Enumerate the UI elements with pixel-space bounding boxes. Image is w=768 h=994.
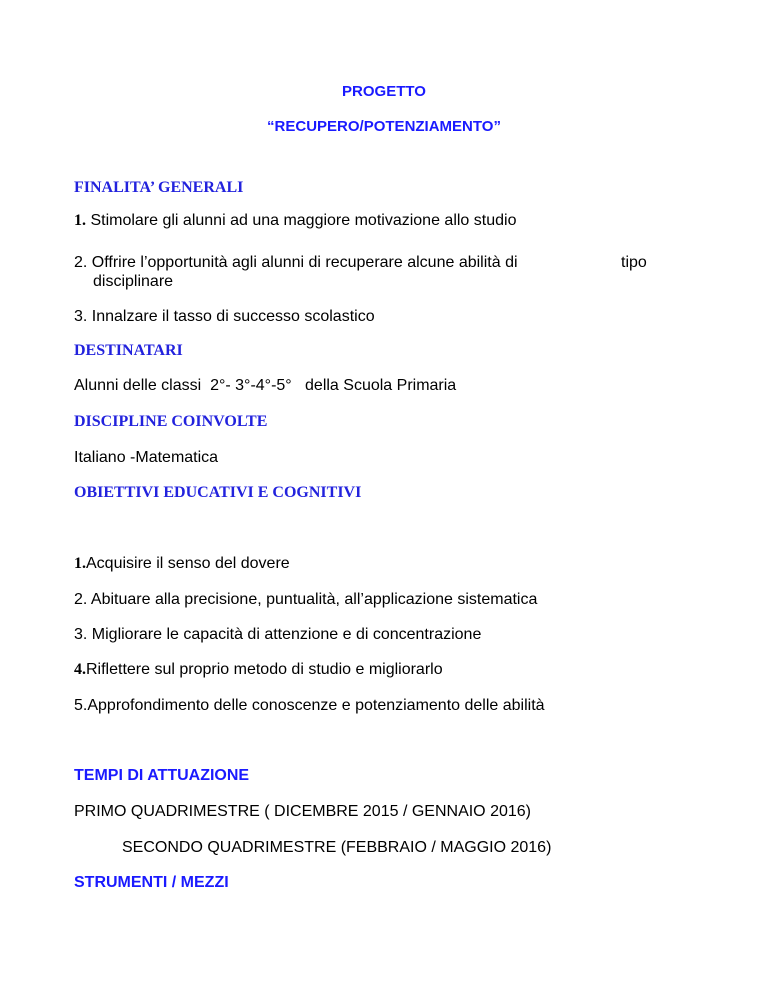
obiettivi-item-text: Abituare alla precisione, puntualità, all’applicazione sistematica bbox=[87, 591, 538, 608]
obiettivi-item-text: Approfondimento delle conoscenze e potenziamento delle abilità bbox=[87, 697, 545, 714]
finalita-item-2 bbox=[74, 254, 518, 272]
obiettivi-item-1 bbox=[74, 555, 290, 573]
finalita-item-number: 2. bbox=[74, 254, 88, 271]
obiettivi-item-number: 5. bbox=[74, 697, 88, 714]
finalita-item-text: Offrire l’opportunità agli alunni di recuperare alcune abilità di bbox=[87, 254, 518, 271]
obiettivi-item-2 bbox=[74, 591, 537, 609]
finalita-item-text: Stimolare gli alunni ad una maggiore motivazione allo studio bbox=[86, 212, 517, 229]
obiettivi-item-3 bbox=[74, 626, 481, 644]
finalita-item-1 bbox=[74, 212, 516, 230]
obiettivi-item-text: Acquisire il senso del dovere bbox=[86, 555, 290, 572]
obiettivi-item-number: 2. bbox=[74, 591, 88, 608]
heading-obiettivi: OBIETTIVI EDUCATIVI E COGNITIVI bbox=[74, 484, 362, 501]
finalita-item-text: Innalzare il tasso di successo scolastico bbox=[87, 308, 375, 325]
obiettivi-item-number: 3. bbox=[74, 626, 88, 643]
obiettivi-item-4 bbox=[74, 661, 443, 679]
discipline-text: Italiano -Matematica bbox=[74, 449, 219, 466]
finalita-item-number: 1. bbox=[74, 212, 86, 229]
obiettivi-item-number: 4. bbox=[74, 661, 86, 678]
finalita-item-2-continuation: disciplinare bbox=[93, 273, 174, 290]
finalita-item-3 bbox=[74, 308, 375, 326]
tempi-primo-quadrimestre: PRIMO QUADRIMESTRE ( DICEMBRE 2015 / GENNAIO 2016) bbox=[74, 803, 531, 820]
title-recupero-potenziamento: “RECUPERO/POTENZIAMENTO” bbox=[267, 118, 501, 135]
destinatari-text: Alunni delle classi 2°- 3°-4°-5° della Scuola Primaria bbox=[74, 377, 457, 394]
obiettivi-item-5 bbox=[74, 697, 545, 715]
obiettivi-item-number: 1. bbox=[74, 555, 86, 572]
heading-strumenti-mezzi: STRUMENTI / MEZZI bbox=[74, 874, 229, 891]
finalita-item-number: 3. bbox=[74, 308, 88, 325]
obiettivi-item-text: Riflettere sul proprio metodo di studio e migliorarlo bbox=[86, 661, 443, 678]
tempi-secondo-quadrimestre: SECONDO QUADRIMESTRE (FEBBRAIO / MAGGIO 2016) bbox=[122, 839, 552, 856]
heading-tempi-attuazione: TEMPI DI ATTUAZIONE bbox=[74, 767, 250, 784]
finalita-item-2-extra: tipo bbox=[621, 254, 647, 271]
heading-destinatari: DESTINATARI bbox=[74, 342, 183, 359]
title-progetto: PROGETTO bbox=[342, 83, 426, 100]
obiettivi-item-text: Migliorare le capacità di attenzione e di concentrazione bbox=[87, 626, 482, 643]
heading-discipline-coinvolte: DISCIPLINE COINVOLTE bbox=[74, 413, 268, 430]
heading-finalita-generali: FINALITA’ GENERALI bbox=[74, 179, 244, 196]
